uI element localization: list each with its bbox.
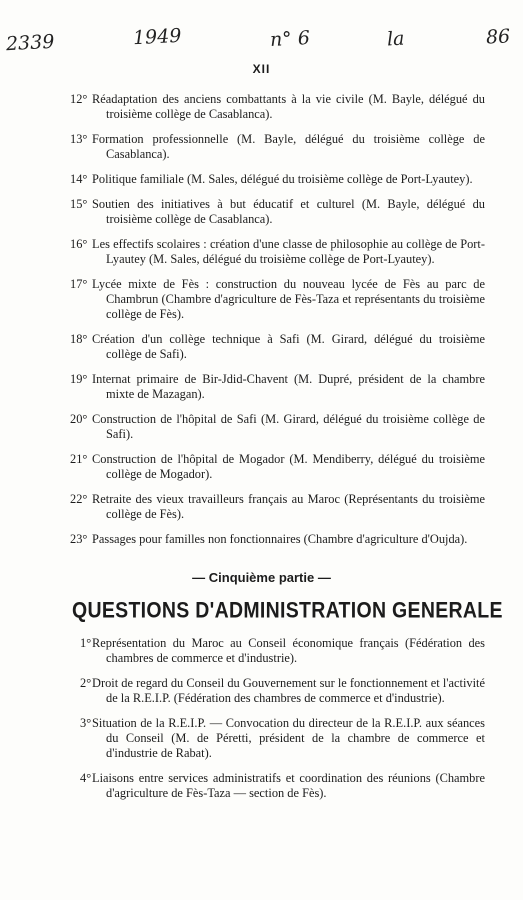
item-text: Lycée mixte de Fès : construction du nouveau lycée de Fès au parc de Chambrun (Chambre d'agriculture de Fès-Taza et représentants du troisième collège de Fès).	[92, 277, 485, 321]
item-number: 17°	[70, 277, 88, 291]
item-text: Formation professionnelle (M. Bayle, délégué du troisième collège de Casablanca).	[92, 132, 485, 161]
item-number: 2°	[80, 676, 92, 690]
agenda-item	[0, 412, 523, 442]
agenda-item	[0, 92, 523, 122]
item-text: Les effectifs scolaires : création d'une classe de philosophie au collège de Port-Lyautey (M. Sales, délégué du troisième collège de Port-Lyautey).	[92, 237, 485, 266]
agenda-item	[0, 492, 523, 522]
agenda-list-part-five	[0, 636, 523, 811]
item-text: Représentation du Maroc au Conseil économique français (Fédération des chambres de commerce et d'industrie).	[92, 636, 485, 665]
handwritten-year: 1949	[132, 24, 182, 50]
item-text: Création d'un collège technique à Safi (M. Girard, délégué du troisième collège de Safi).	[92, 332, 485, 361]
item-number: 22°	[70, 492, 88, 506]
handwritten-reference-number: 2339	[5, 30, 55, 56]
part-heading: — Cinquième partie —	[192, 570, 331, 585]
item-text: Construction de l'hôpital de Mogador (M. Mendiberry, délégué du troisième collège de Mogador).	[92, 452, 485, 481]
agenda-item	[0, 676, 523, 706]
item-number: 12°	[70, 92, 88, 106]
item-number: 21°	[70, 452, 88, 466]
item-number: 16°	[70, 237, 88, 251]
agenda-item	[0, 452, 523, 482]
item-number: 20°	[70, 412, 88, 426]
item-text: Construction de l'hôpital de Safi (M. Girard, délégué du troisième collège de Safi).	[92, 412, 485, 441]
agenda-list-part-four	[0, 92, 523, 557]
item-number: 1°	[80, 636, 92, 650]
agenda-item	[0, 172, 523, 187]
item-number: 19°	[70, 372, 88, 386]
section-heading: QUESTIONS D'ADMINISTRATION GENERALE	[72, 598, 503, 624]
item-number: 13°	[70, 132, 88, 146]
agenda-item	[0, 332, 523, 362]
agenda-item	[0, 372, 523, 402]
item-text: Politique familiale (M. Sales, délégué du troisième collège de Port-Lyautey).	[92, 172, 473, 186]
page-number: XII	[252, 62, 271, 76]
item-number: 23°	[70, 532, 88, 546]
item-text: Droit de regard du Conseil du Gouvernement sur le fonctionnement et l'activité de la R.E.I.P. (Fédération des chambres de commerce et d'industrie).	[92, 676, 485, 705]
item-text: Passages pour familles non fonctionnaires (Chambre d'agriculture d'Oujda).	[92, 532, 468, 546]
item-number: 18°	[70, 332, 88, 346]
item-number: 4°	[80, 771, 92, 785]
agenda-item	[0, 771, 523, 801]
agenda-item	[0, 716, 523, 761]
agenda-item	[0, 237, 523, 267]
item-text: Retraite des vieux travailleurs français au Maroc (Représentants du troisième collège de Fès).	[92, 492, 485, 521]
agenda-item	[0, 532, 523, 547]
agenda-item	[0, 197, 523, 227]
item-text: Liaisons entre services administratifs et coordination des réunions (Chambre d'agriculture de Fès-Taza — section de Fès).	[92, 771, 485, 800]
item-text: Réadaptation des anciens combattants à la vie civile (M. Bayle, délégué du troisième collège de Casablanca).	[92, 92, 485, 121]
item-text: Soutien des initiatives à but éducatif et culturel (M. Bayle, délégué du troisième collège de Casablanca).	[92, 197, 485, 226]
item-number: 15°	[70, 197, 88, 211]
agenda-item	[0, 277, 523, 322]
agenda-item	[0, 636, 523, 666]
item-text: Situation de la R.E.I.P. — Convocation du directeur de la R.E.I.P. aux séances du Conseil (M. de Péretti, président de la chambre de commerce et d'industrie de Rabat).	[92, 716, 485, 760]
handwritten-page-number: 86	[485, 25, 511, 49]
item-text: Internat primaire de Bir-Jdid-Chavent (M. Dupré, président de la chambre mixte de Mazagan).	[92, 372, 485, 401]
handwritten-issue-number: n° 6	[269, 26, 311, 52]
item-number: 14°	[70, 172, 88, 186]
agenda-item	[0, 132, 523, 162]
item-number: 3°	[80, 716, 92, 730]
handwritten-note: la	[386, 27, 405, 51]
